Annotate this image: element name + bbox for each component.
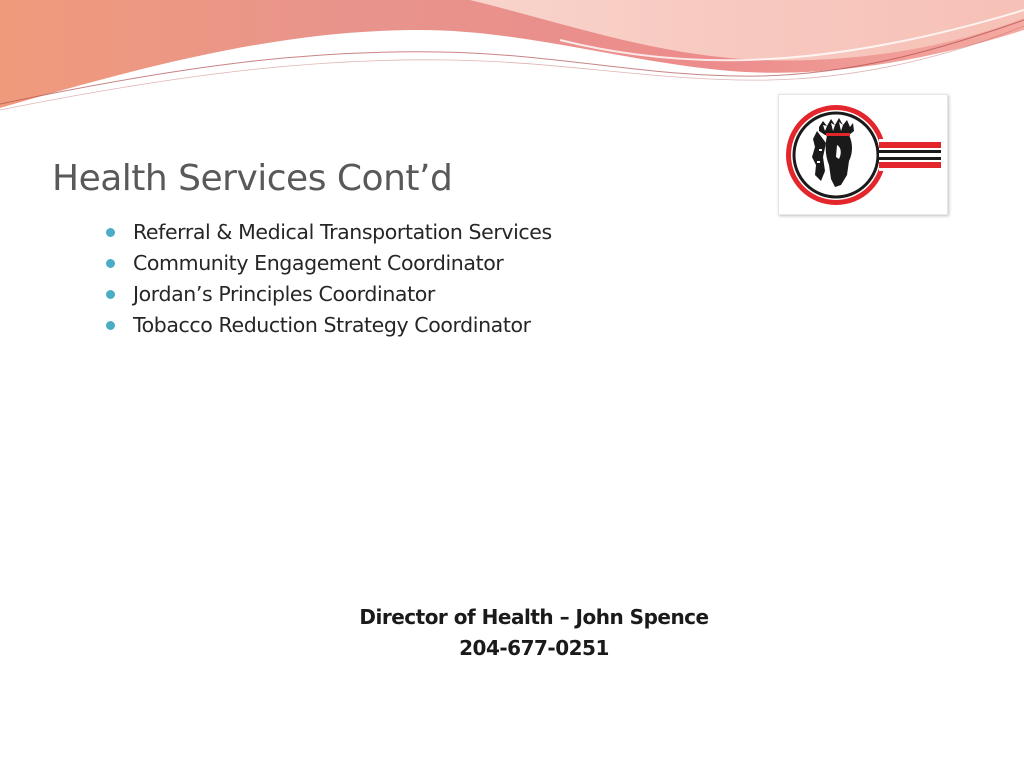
slide-title: Health Services Cont’d — [52, 158, 453, 199]
contact-phone: 204-677-0251 — [459, 636, 609, 660]
list-item — [104, 310, 552, 341]
list-item — [104, 217, 552, 248]
first-nation-headdress-logo-icon — [779, 95, 949, 216]
list-item-text: Tobacco Reduction Strategy Coordinator — [133, 313, 531, 337]
contact-name: Director of Health – John Spence — [359, 605, 709, 629]
list-item-text: Referral & Medical Transportation Services — [133, 220, 552, 244]
list-item — [104, 279, 552, 310]
organization-logo — [778, 94, 948, 215]
contact-block — [334, 602, 734, 664]
list-item-text: Community Engagement Coordinator — [133, 251, 504, 275]
bullet-dot-icon — [106, 290, 115, 299]
bullet-dot-icon — [106, 321, 115, 330]
bullet-dot-icon — [106, 228, 115, 237]
list-item — [104, 248, 552, 279]
bullet-dot-icon — [106, 259, 115, 268]
list-item-text: Jordan’s Principles Coordinator — [133, 282, 435, 306]
bullet-list — [104, 217, 552, 341]
